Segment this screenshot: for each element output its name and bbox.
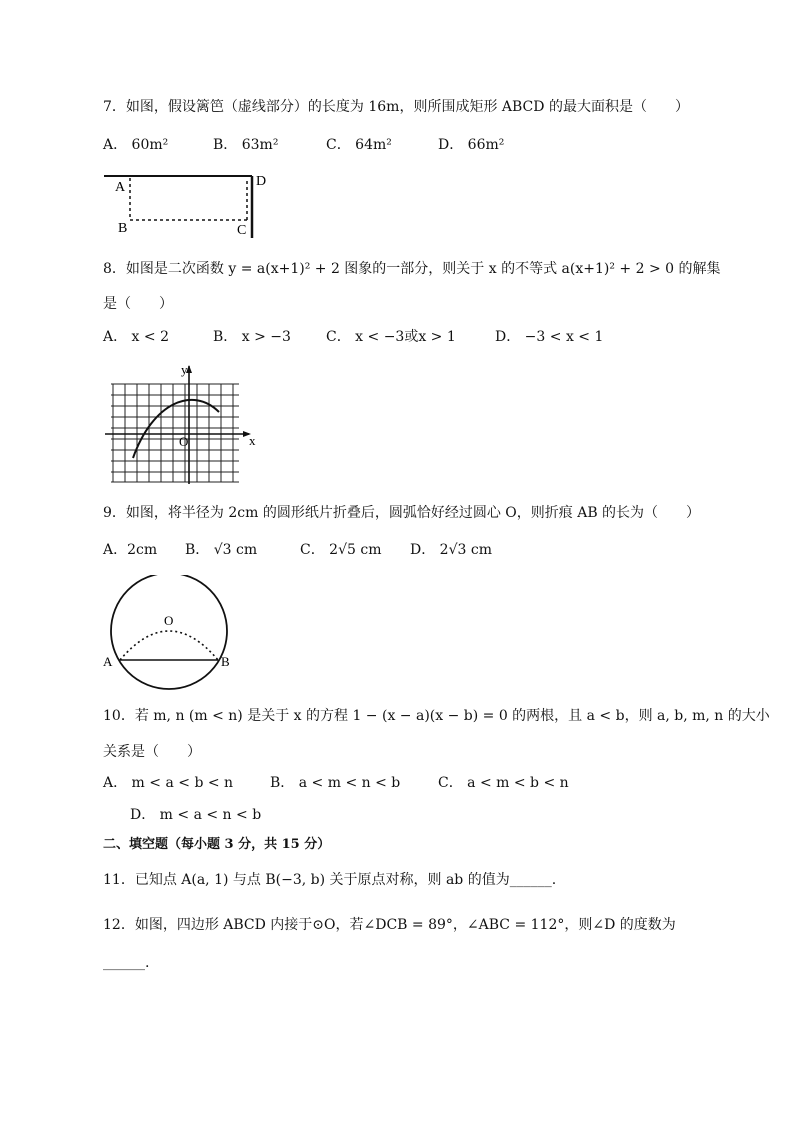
section2-heading: 二、填空题（每小题 3 分，共 15 分） [103, 837, 331, 852]
q7-option-d: D． 66m² [438, 137, 505, 153]
label-b: B [221, 654, 230, 669]
q8-stem-line1: 8．如图是二次函数 y = a(x+1)² + 2 图象的一部分，则关于 x 的不等式 a(x+1)² + 2 > 0 的解集 [103, 261, 721, 277]
q10-stem-line2: 关系是（ ） [103, 744, 201, 760]
q7-option-a: A． 60m² [103, 137, 169, 153]
grid [111, 384, 239, 482]
label-b: B [118, 221, 128, 236]
q9-option-a: A．2cm [103, 542, 158, 558]
label-o: O [164, 613, 174, 628]
label-x: x [249, 433, 256, 448]
q8-option-c: C． x < −3或x > 1 [326, 329, 456, 345]
q8-option-b: B． x > −3 [213, 329, 291, 345]
q10-option-b: B． a < m < n < b [270, 775, 401, 791]
q9-option-c: C． 2√5 cm [300, 542, 382, 558]
q7-stem: 7．如图，假设篱笆（虚线部分）的长度为 16m，则所围成矩形 ABCD 的最大面积是（ ） [103, 99, 689, 115]
q9-circle-figure [100, 575, 240, 693]
q8-stem-line2: 是（ ） [103, 296, 173, 312]
q10-stem-line1: 10．若 m, n (m < n) 是关于 x 的方程 1 − (x − a)(x − b) = 0 的两根，且 a < b，则 a, b, m, n 的大小 [103, 708, 770, 724]
q7-fence-figure [100, 168, 270, 243]
label-d: D [256, 174, 267, 189]
q7-option-b: B． 63m² [213, 137, 279, 153]
label-y: y [181, 362, 188, 377]
q8-parabola-figure [103, 362, 263, 487]
q10-option-a: A． m < a < b < n [103, 775, 234, 791]
q10-option-d: D． m < a < n < b [130, 807, 262, 823]
q12-stem-line1: 12．如图，四边形 ABCD 内接于⊙O，若∠DCB = 89°，∠ABC = 112°，则∠D 的度数为 [103, 917, 676, 933]
folded-arc [120, 631, 218, 660]
q7-option-c: C． 64m² [326, 137, 392, 153]
label-c: C [237, 223, 247, 238]
q8-option-d: D． −3 < x < 1 [495, 329, 604, 345]
q11-stem: 11．已知点 A(a, 1) 与点 B(−3, b) 关于原点对称，则 ab 的值为______. [103, 872, 557, 888]
circle [111, 575, 227, 689]
q8-option-a: A． x < 2 [103, 329, 169, 345]
q10-option-c: C． a < m < b < n [438, 775, 569, 791]
label-a: A [103, 654, 113, 669]
q12-stem-line2: ______. [103, 955, 150, 971]
label-a: A [115, 180, 126, 195]
q9-option-b: B． √3 cm [185, 542, 258, 558]
q9-stem: 9．如图，将半径为 2cm 的圆形纸片折叠后，圆弧恰好经过圆心 O，则折痕 AB 的长为（ ） [103, 505, 701, 521]
q9-option-d: D． 2√3 cm [410, 542, 492, 558]
label-origin: O [179, 434, 189, 449]
parabola-curve [133, 400, 219, 458]
